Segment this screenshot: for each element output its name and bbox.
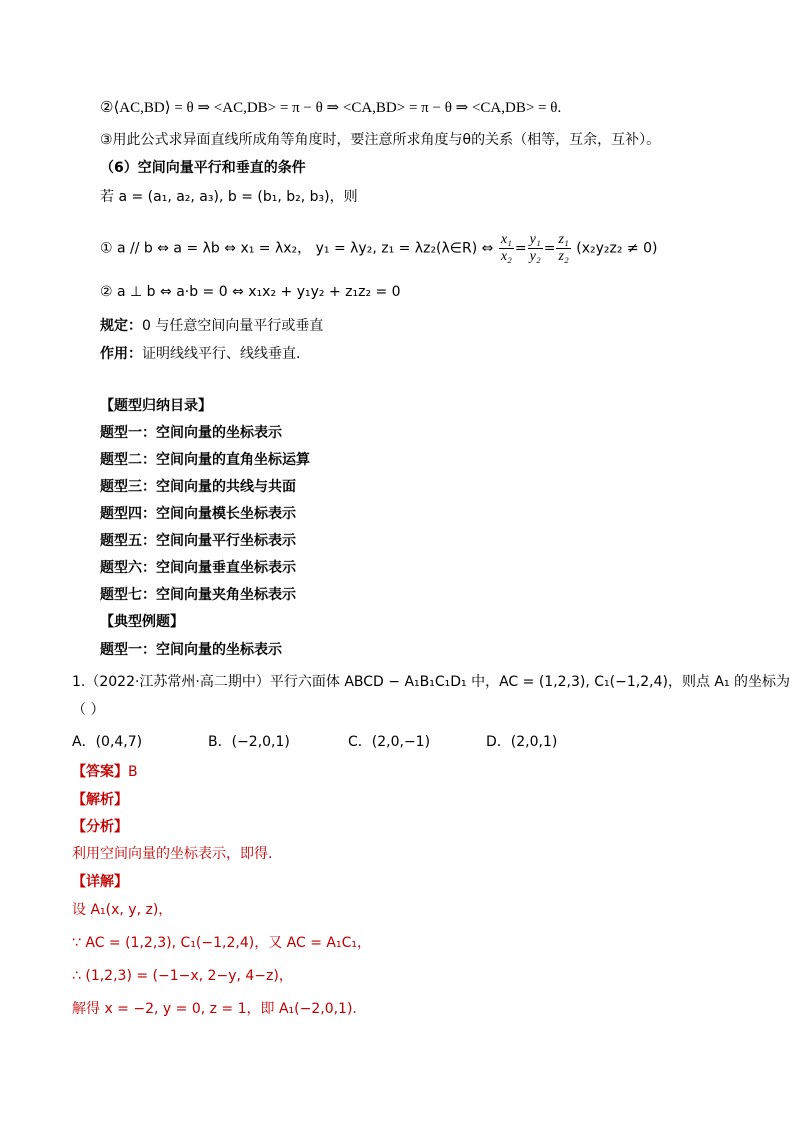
solution-step-2: ∵ AC = (1,2,3), C₁(−1,2,4)，又 AC = A₁C₁， [72,935,371,951]
vector-given: 若 a = (a₁, a₂, a₃), b = (b₁, b₂, b₃)，则 [100,189,358,205]
angle-relation-item3: ③用此公式求异面直线所成角等角度时，要注意所求角度与θ的关系（相等，互余，互补）。 [100,132,661,148]
parallel-condition-right: (x₂y₂z₂ ≠ 0) [576,240,658,257]
examples-title: 【典型例题】 [100,614,184,630]
toc-title: 【题型归纳目录】 [100,398,212,414]
toc-item-1: 题型一：空间向量的坐标表示 [100,425,282,441]
parallel-perpendicular-heading: （6）空间向量平行和垂直的条件 [100,160,306,176]
analysis-label: 【解析】 [72,792,128,808]
answer-line [72,762,138,782]
perpendicular-condition: ② a ⊥ b ⇔ a·b = 0 ⇔ x₁x₂ + y₁y₂ + z₁z₂ = 0 [100,284,401,300]
answer-value: B [128,764,138,780]
toc-item-2: 题型二：空间向量的直角坐标运算 [100,452,310,468]
option-b: B．(−2,0,1) [208,734,290,750]
type-one-heading: 题型一：空间向量的坐标表示 [100,642,282,658]
fenxi-text: 利用空间向量的坐标表示，即得. [72,846,273,862]
fenxi-label: 【分析】 [72,819,128,835]
toc-item-7: 题型七：空间向量夹角坐标表示 [100,587,296,603]
use-line [100,344,300,364]
rule-label: 规定： [100,318,142,334]
solution-step-1: 设 A₁(x, y, z)， [72,902,173,918]
use-text: 证明线线平行、线线垂直. [142,346,301,362]
toc-item-4: 题型四：空间向量模长坐标表示 [100,506,296,522]
toc-item-3: 题型三：空间向量的共线与共面 [100,479,296,495]
option-a: A．(0,4,7) [72,734,143,750]
detail-label: 【详解】 [72,874,128,890]
toc-item-6: 题型六：空间向量垂直坐标表示 [100,560,296,576]
fraction-z: $\frac{\text{z₁}}{\text{z₂}}$ [558,232,569,264]
fraction-y: $\frac{\text{y₁}}{\text{y₂}}$ [529,232,541,264]
solution-step-3: ∴ (1,2,3) = (−1−x, 2−y, 4−z)， [72,968,293,984]
option-d: D．(2,0,1) [486,734,558,750]
toc-item-5: 题型五：空间向量平行坐标表示 [100,533,296,549]
rule-text: 0 与任意空间向量平行或垂直 [142,318,324,334]
parallel-condition: ① a // b ⇔ a = λb ⇔ x₁ = λx₂， y₁ = λy₂, z₁ = λz₂(λ∈R) ⇔ $\frac{\text{x₁}}{\text{x₂}}$ = $\frac{\text{y₁}}{\text{y₂}}$ = $\frac{\text{z₁}}{\text{z₂}}$ (x₂y₂z₂ ≠ 0) [100,232,658,264]
answer-label: 【答案】 [72,764,128,780]
option-c: C．(2,0,−1) [348,734,431,750]
solution-step-4: 解得 x = −2, y = 0, z = 1，即 A₁(−2,0,1). [72,1001,357,1017]
question-text-line1: 1.（2022·江苏常州·高二期中）平行六面体 ABCD − A₁B₁C₁D₁ 中，AC = (1,2,3), C₁(−1,2,4)，则点 A₁ 的坐标为 [72,674,791,690]
use-label: 作用： [100,346,142,362]
fraction-x: $\frac{\text{x₁}}{\text{x₂}}$ [500,232,512,264]
question-text-line2: （ ） [72,702,105,718]
rule-line [100,316,323,336]
parallel-condition-left: ① a // b ⇔ a = λb ⇔ x₁ = λx₂， y₁ = λy₂, z₁ = λz₂(λ∈R) ⇔ [100,240,494,257]
angle-relation-item2: ②⟨AC,BD⟩ = θ ⇒ <AC,DB> = π − θ ⇒ <CA,BD> = π − θ ⇒ <CA,DB> = θ. [100,100,562,116]
